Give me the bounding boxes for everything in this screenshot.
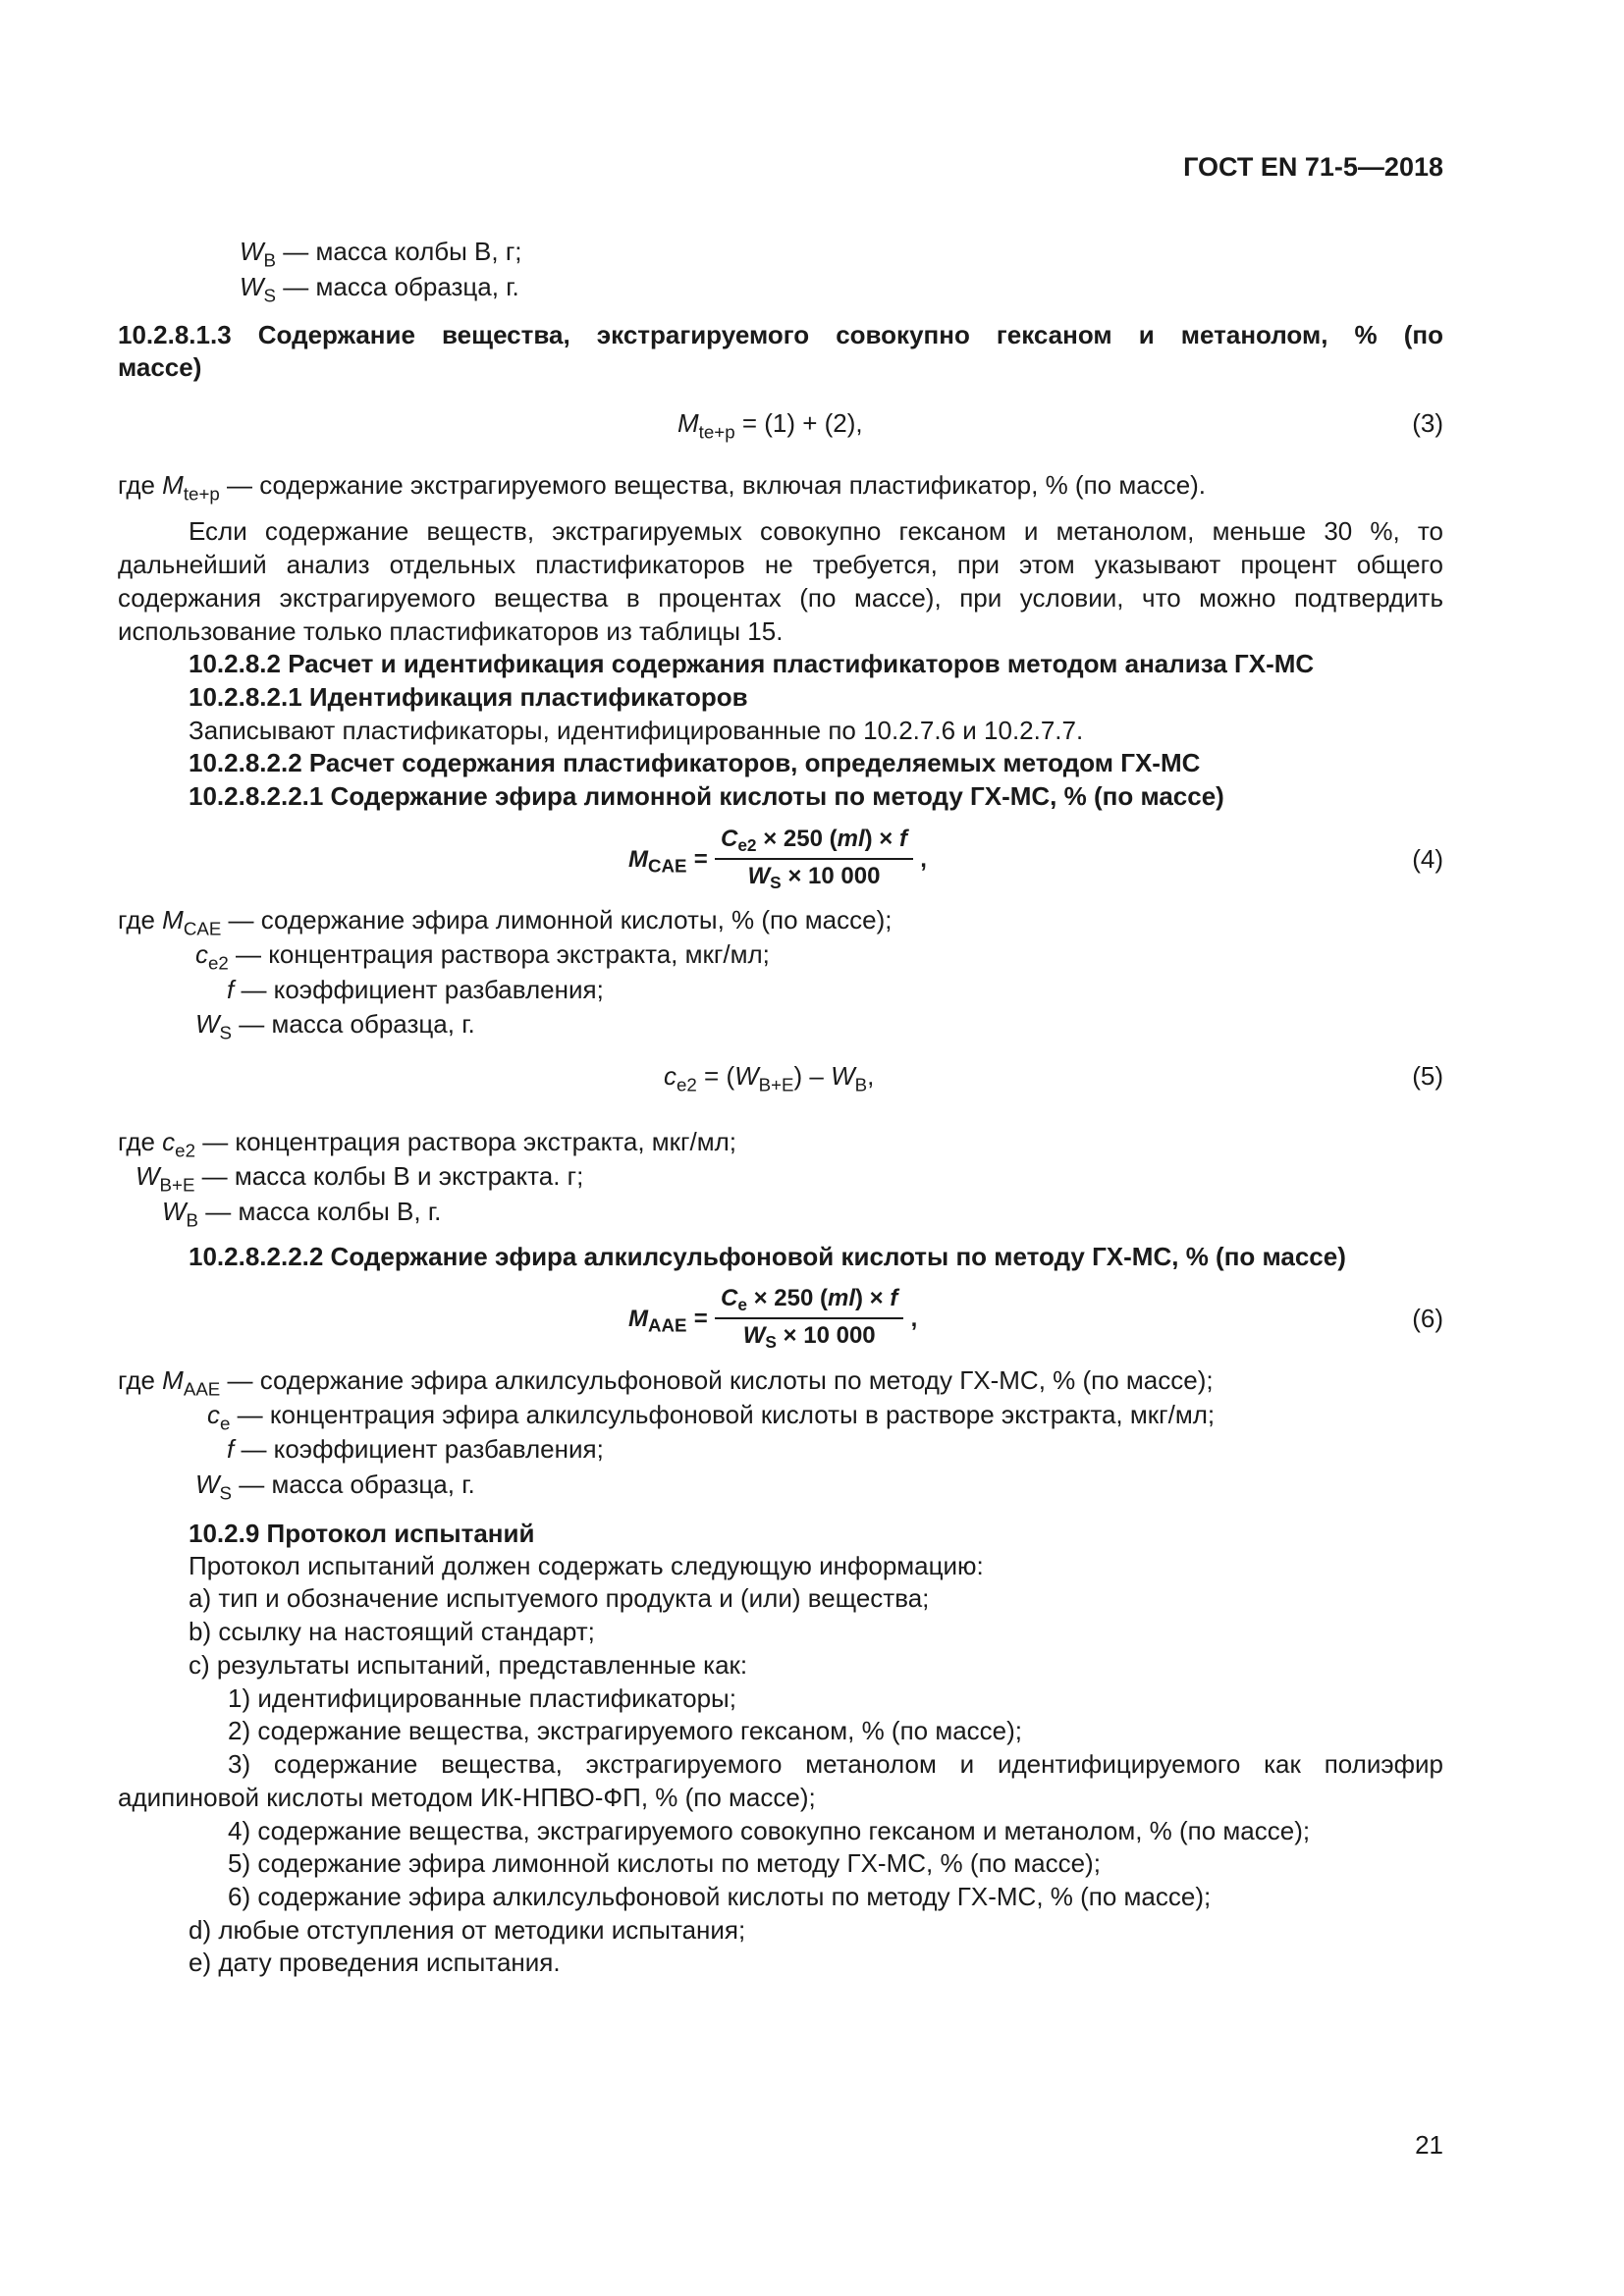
paragraph-line: использование только пластификаторов из таблицы 15.	[118, 616, 784, 646]
paragraph-protocol: Протокол испытаний должен содержать следующую информацию:	[189, 1551, 984, 1580]
list-item: c) результаты испытаний, представленные как:	[189, 1650, 748, 1680]
section-heading-10-2-9: 10.2.9 Протокол испытаний	[189, 1519, 535, 1548]
equation-3-number: (3)	[1412, 408, 1443, 438]
section-heading-10-2-8-2-2: 10.2.8.2.2 Расчет содержания пластификаторов, определяемых методом ГХ-МС	[189, 748, 1201, 777]
definition-ws: $W_S$ — масса образца, г.	[240, 272, 519, 306]
equation-6-definition: $c_e$ — концентрация эфира алкилсульфоновой кислоты в растворе экстракта, мкг/мл;	[207, 1400, 1216, 1434]
section-heading-10-2-8-1-3: 10.2.8.1.3 Содержание вещества, экстрагируемого совокупно гексаном и метанолом, % (по	[118, 320, 1443, 349]
paragraph-line: содержания экстрагируемого вещества в процентах (по массе), при условии, что можно подтвердить	[118, 583, 1443, 613]
equation-6-definition: $W_S$ — масса образца, г.	[195, 1469, 475, 1504]
equation-4-number: (4)	[1412, 844, 1443, 874]
equation-6: $M_{AAE}$ = $\frac{C_e \times 250 (ml) \times f}{W_S \times 10 000}$ ,	[628, 1285, 918, 1353]
equation-5-definition: $W_B$ — масса колбы В, г.	[162, 1197, 442, 1231]
equation-5-number: (5)	[1412, 1061, 1443, 1091]
paragraph-line: дальнейший анализ отдельных пластификаторов не требуется, при этом указывают процент общего	[118, 550, 1443, 579]
equation-3-definition: где $M_{te+p}$ — содержание экстрагируемого вещества, включая пластификатор, % (по массе).	[118, 470, 1207, 505]
section-heading-10-2-8-2: 10.2.8.2 Расчет и идентификация содержания пластификаторов методом анализа ГХ-МС	[189, 649, 1315, 678]
equation-6-definition: f — коэффициент разбавления;	[227, 1434, 604, 1464]
equation-4-definition: где $M_{CAE}$ — содержание эфира лимонной кислоты, % (по массе);	[118, 905, 893, 939]
paragraph-identification: Записывают пластификаторы, идентифицированные по 10.2.7.6 и 10.2.7.7.	[189, 716, 1084, 745]
equation-4-definition: $W_S$ — масса образца, г.	[195, 1009, 475, 1043]
list-subitem: 2) содержание вещества, экстрагируемого гексаном, % (по массе);	[228, 1716, 1023, 1745]
equation-5-definition: $W_{B+E}$ — масса колбы В и экстракта. г;	[135, 1161, 584, 1196]
list-subitem: 5) содержание эфира лимонной кислоты по методу ГХ-МС, % (по массе);	[228, 1848, 1101, 1878]
list-subitem: 1) идентифицированные пластификаторы;	[228, 1683, 736, 1713]
list-item: b) ссылку на настоящий стандарт;	[189, 1617, 595, 1646]
equation-4-definition: $c_{e2}$ — концентрация раствора экстракта, мкг/мл;	[195, 939, 770, 974]
page-number: 21	[1415, 2130, 1443, 2160]
equation-5-definition: где $c_{e2}$ — концентрация раствора экстракта, мкг/мл;	[118, 1127, 737, 1161]
equation-5: $c_{e2} = (W_{B+E}) - W_B$,	[664, 1061, 875, 1095]
equation-4-fraction: $\frac{C_{e2} \times 250 (ml) \times f}{W_S \times 10 000}$	[715, 828, 913, 892]
section-heading-10-2-8-2-2-1: 10.2.8.2.2.1 Содержание эфира лимонной кислоты по методу ГХ-МС, % (по массе)	[189, 781, 1224, 811]
standard-header: ГОСТ EN 71-5—2018	[1183, 152, 1443, 182]
list-item: d) любые отступления от методики испытания;	[189, 1915, 746, 1945]
equation-6-definition: где $M_{AAE}$ — содержание эфира алкилсульфоновой кислоты по методу ГХ-МС, % (по массе);	[118, 1365, 1214, 1400]
list-item: a) тип и обозначение испытуемого продукта и (или) вещества;	[189, 1583, 930, 1613]
equation-4-definition: f — коэффициент разбавления;	[227, 975, 604, 1004]
equation-6-fraction: $\frac{C_e \times 250 (ml) \times f}{W_S \times 10 000}$	[715, 1287, 903, 1352]
list-item: e) дату проведения испытания.	[189, 1948, 561, 1977]
list-subitem: 6) содержание эфира алкилсульфоновой кислоты по методу ГХ-МС, % (по массе);	[228, 1882, 1212, 1911]
definition-wb: $W_B$ — масса колбы В, г;	[240, 237, 522, 271]
list-subitem-cont: адипиновой кислоты методом ИК-НПВО-ФП, % (по массе);	[118, 1783, 816, 1812]
section-heading-10-2-8-2-1: 10.2.8.2.1 Идентификация пластификаторов	[189, 682, 748, 712]
equation-3: $M_{te+p} = (1) + (2)$,	[677, 408, 863, 443]
equation-6-number: (6)	[1412, 1304, 1443, 1333]
section-heading-10-2-8-1-3-cont: массе)	[118, 352, 202, 382]
paragraph-line: Если содержание веществ, экстрагируемых совокупно гексаном и метанолом, меньше 30 %, то	[189, 516, 1443, 546]
equation-4: $M_{CAE}$ = $\frac{C_{e2} \times 250 (ml) \times f}{W_S \times 10 000}$ ,	[628, 826, 927, 893]
list-subitem: 4) содержание вещества, экстрагируемого совокупно гексаном и метанолом, % (по массе);	[228, 1816, 1311, 1845]
section-heading-10-2-8-2-2-2: 10.2.8.2.2.2 Содержание эфира алкилсульфоновой кислоты по методу ГХ-МС, % (по массе)	[189, 1242, 1346, 1271]
list-subitem: 3) содержание вещества, экстрагируемого метанолом и идентифицируемого как полиэфир	[228, 1749, 1443, 1779]
